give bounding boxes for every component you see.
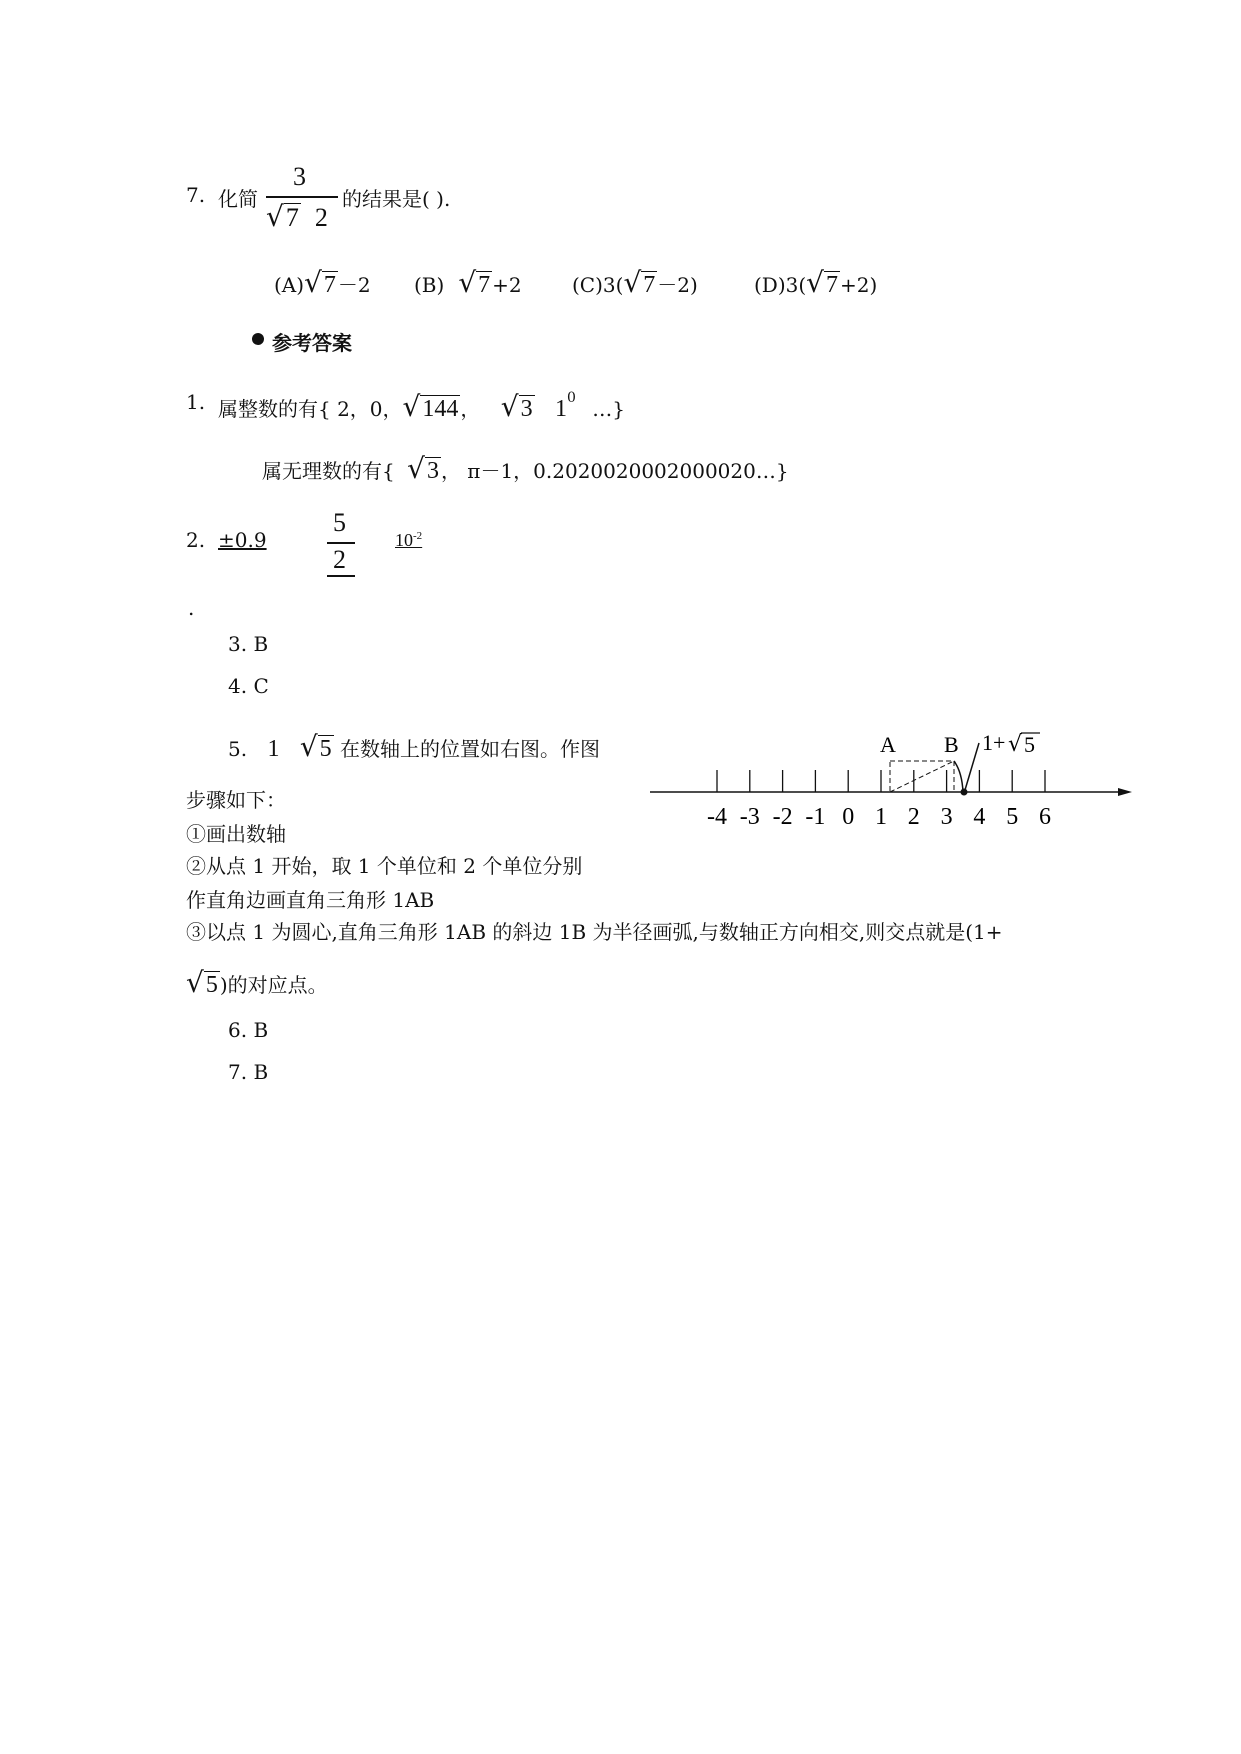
answer-1-line1: 属整数的有{ 2，0，√144 ， √3 $1^0$ …} <box>218 390 625 423</box>
tick-label: 6 <box>1039 804 1051 830</box>
tick-label: -2 <box>772 804 793 830</box>
sqrt-icon: √ <box>458 266 477 299</box>
q7-suffix: 的结果是( ). <box>342 187 451 211</box>
label-b: B <box>944 732 959 757</box>
stray-dot: . <box>188 596 195 620</box>
answer-5-step2b: 作直角边画直角三角形 1AB <box>186 888 435 912</box>
tick-label: 5 <box>1006 804 1019 830</box>
answer-5-step1: ①画出数轴 <box>186 822 286 846</box>
label-point-radicand: 5 <box>1024 732 1035 757</box>
tick-label: 2 <box>907 804 920 830</box>
tick-label: 4 <box>973 804 986 830</box>
answer-2-frac-num: 5 <box>333 508 346 537</box>
sqrt-icon: √ <box>186 966 204 999</box>
q7-option-d: (D)3(√7 +2) <box>754 266 878 299</box>
answer-5-step2a: ②从点 1 开始，取 1 个单位和 2 个单位分别 <box>186 854 583 878</box>
answer-6: 6. B <box>228 1018 269 1042</box>
tick-label: 0 <box>842 804 855 830</box>
sqrt-icon: √ <box>806 266 825 299</box>
answer-3: 3. B <box>228 632 269 656</box>
q7-fraction-denominator: √7 2 <box>266 200 328 233</box>
answer-2-frac-den: 2 <box>333 545 346 574</box>
q7-fraction-bar <box>266 196 338 198</box>
answer-1-line2: 属无理数的有{ √3 ， π－1，0.2020020002000020…} <box>262 452 789 485</box>
q7-option-c: (C)3(√7 －2) <box>572 266 698 299</box>
tick-label: -1 <box>805 804 826 830</box>
tick-label: 3 <box>940 804 953 830</box>
q7-fraction-numerator: 3 <box>293 162 306 191</box>
answer-5-line1: 5. 1 √5 在数轴上的位置如右图。作图 <box>228 730 601 763</box>
number-line-tick-labels <box>707 804 1051 830</box>
pointer-line <box>965 743 979 790</box>
hypotenuse-1b <box>890 761 954 792</box>
number-line-ticks <box>717 770 1045 792</box>
tick-label: -3 <box>739 804 760 830</box>
answer-2-value-1: ±0.9 <box>218 528 267 552</box>
answers-header: 参考答案 <box>272 331 352 355</box>
sqrt-icon: √ <box>299 730 318 763</box>
label-a: A <box>880 732 896 757</box>
answer-1-number: 1. <box>186 390 206 414</box>
sqrt-icon: √ <box>266 200 284 233</box>
tick-label: 1 <box>875 804 887 830</box>
tick-label: -4 <box>707 804 727 830</box>
sqrt-icon: √ <box>1008 732 1023 757</box>
answer-2-value-3: $10^{-2}$ <box>395 530 423 550</box>
sqrt-icon: √ <box>407 452 425 485</box>
answer-5-step3a: ③以点 1 为圆心,直角三角形 1AB 的斜边 1B 为半径画弧,与数轴正方向相交,则交点就是(1+ <box>186 920 1003 944</box>
label-point-prefix: 1+ <box>982 730 1006 755</box>
sqrt-icon: √ <box>623 266 642 299</box>
sqrt-icon: √ <box>500 390 519 423</box>
intersection-point <box>961 789 968 796</box>
answer-5-step3b: √5 )的对应点。 <box>186 966 328 999</box>
q7-option-b: (B) √7 +2 <box>414 266 522 299</box>
arc <box>954 761 963 792</box>
answer-2-underline <box>327 575 355 577</box>
answer-2-number: 2. <box>186 528 206 552</box>
sqrt-icon: √ <box>304 266 322 299</box>
sqrt-icon: √ <box>402 390 421 423</box>
answer-5-line2: 步骤如下： <box>186 788 286 812</box>
q7-prefix: 化简 <box>218 187 258 211</box>
q7-option-a: (A)√7 －2 <box>274 266 371 299</box>
arrow-icon <box>1118 788 1132 796</box>
answer-7: 7. B <box>228 1060 269 1084</box>
bullet-icon <box>252 333 264 345</box>
answer-4: 4. C <box>228 674 269 698</box>
number-line-figure <box>640 720 1140 840</box>
q7-number: 7. <box>186 183 206 207</box>
answer-2-frac-bar <box>327 542 355 544</box>
